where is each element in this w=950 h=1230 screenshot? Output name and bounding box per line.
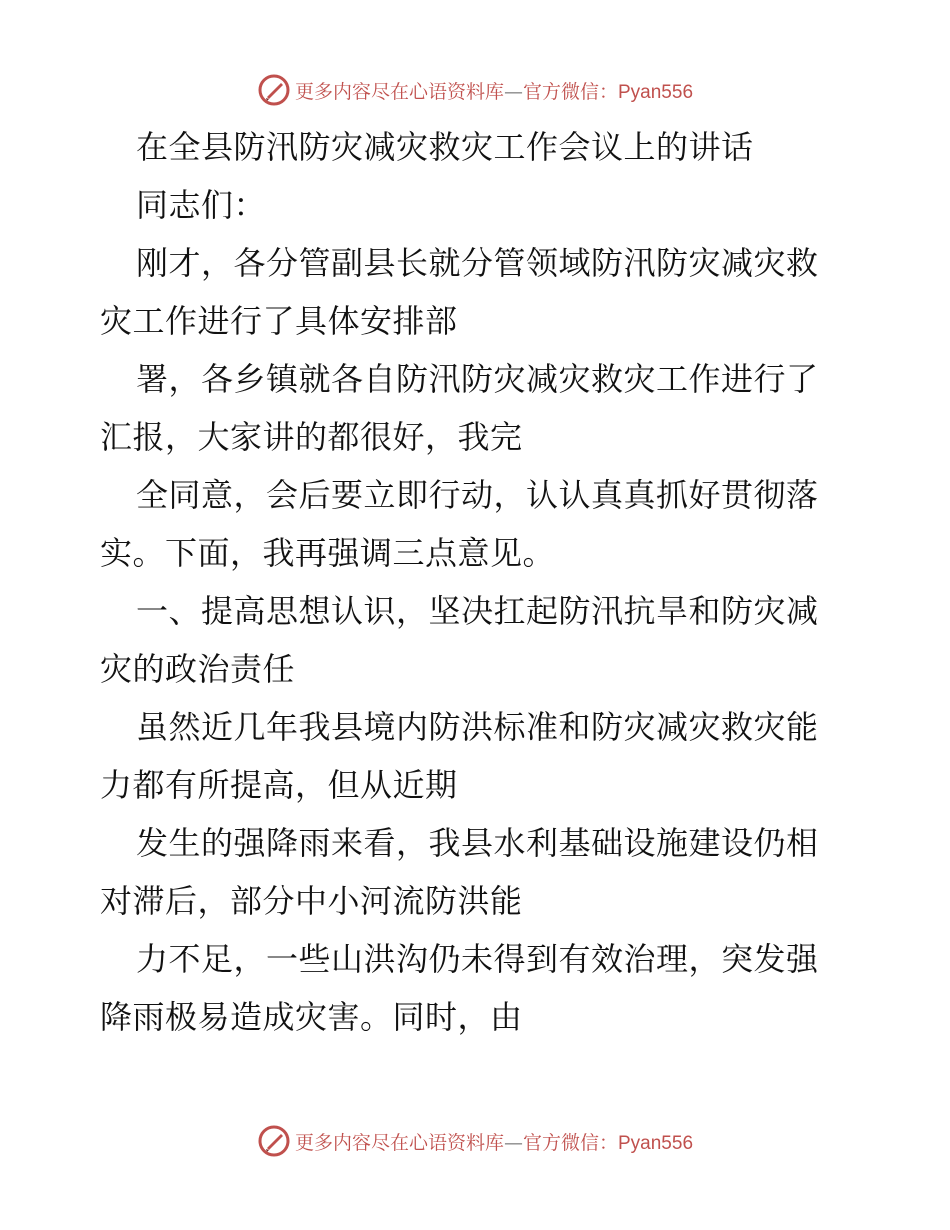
footer-banner: [0, 1121, 950, 1161]
paragraph-line: 发生的强降雨来看，我县水利基础设施建设仍相: [136, 824, 819, 862]
section-heading-line: 灾的政治责任: [100, 650, 296, 688]
quill-pen-logo-icon: [257, 73, 291, 107]
paragraph-line: 汇报，大家讲的都很好，我完: [100, 418, 523, 456]
header-banner: [0, 70, 950, 110]
banner-contact-label: 官方微信：: [522, 80, 618, 103]
banner-text: [295, 77, 693, 104]
document-body: [100, 118, 860, 1046]
salutation: 同志们：: [136, 186, 267, 224]
banner-contact-id: Pyan556: [618, 1132, 694, 1154]
paragraph-line: 力不足，一些山洪沟仍未得到有效治理，突发强: [136, 940, 819, 978]
banner-slogan: 更多内容尽在心语资料库: [294, 1131, 504, 1154]
banner-contact-label: 官方微信：: [522, 1131, 618, 1154]
paragraph-line: 全同意，会后要立即行动，认认真真抓好贯彻落: [136, 476, 819, 514]
paragraph-line: 对滞后，部分中小河流防洪能: [100, 882, 523, 920]
paragraph-line: 虽然近几年我县境内防洪标准和防灾减灾救灾能: [136, 708, 819, 746]
paragraph-line: 力都有所提高，但从近期: [100, 766, 458, 804]
banner-separator: —: [503, 1131, 523, 1154]
banner-contact-id: Pyan556: [618, 81, 694, 103]
paragraph-line: 刚才，各分管副县长就分管领域防汛防灾减灾救: [136, 244, 819, 282]
banner-slogan: 更多内容尽在心语资料库: [294, 80, 504, 103]
paragraph-line: 灾工作进行了具体安排部: [100, 302, 458, 340]
section-heading-line: 一、提高思想认识，坚决扛起防汛抗旱和防灾减: [136, 592, 819, 630]
paragraph-line: 实。下面，我再强调三点意见。: [100, 534, 556, 572]
banner-text: [295, 1128, 693, 1155]
quill-pen-logo-icon: [257, 1124, 291, 1158]
paragraph-line: 降雨极易造成灾害。同时，由: [100, 998, 523, 1036]
banner-separator: —: [503, 80, 523, 103]
document-title: 在全县防汛防灾减灾救灾工作会议上的讲话: [136, 128, 754, 166]
paragraph-line: 署，各乡镇就各自防汛防灾减灾救灾工作进行了: [136, 360, 819, 398]
